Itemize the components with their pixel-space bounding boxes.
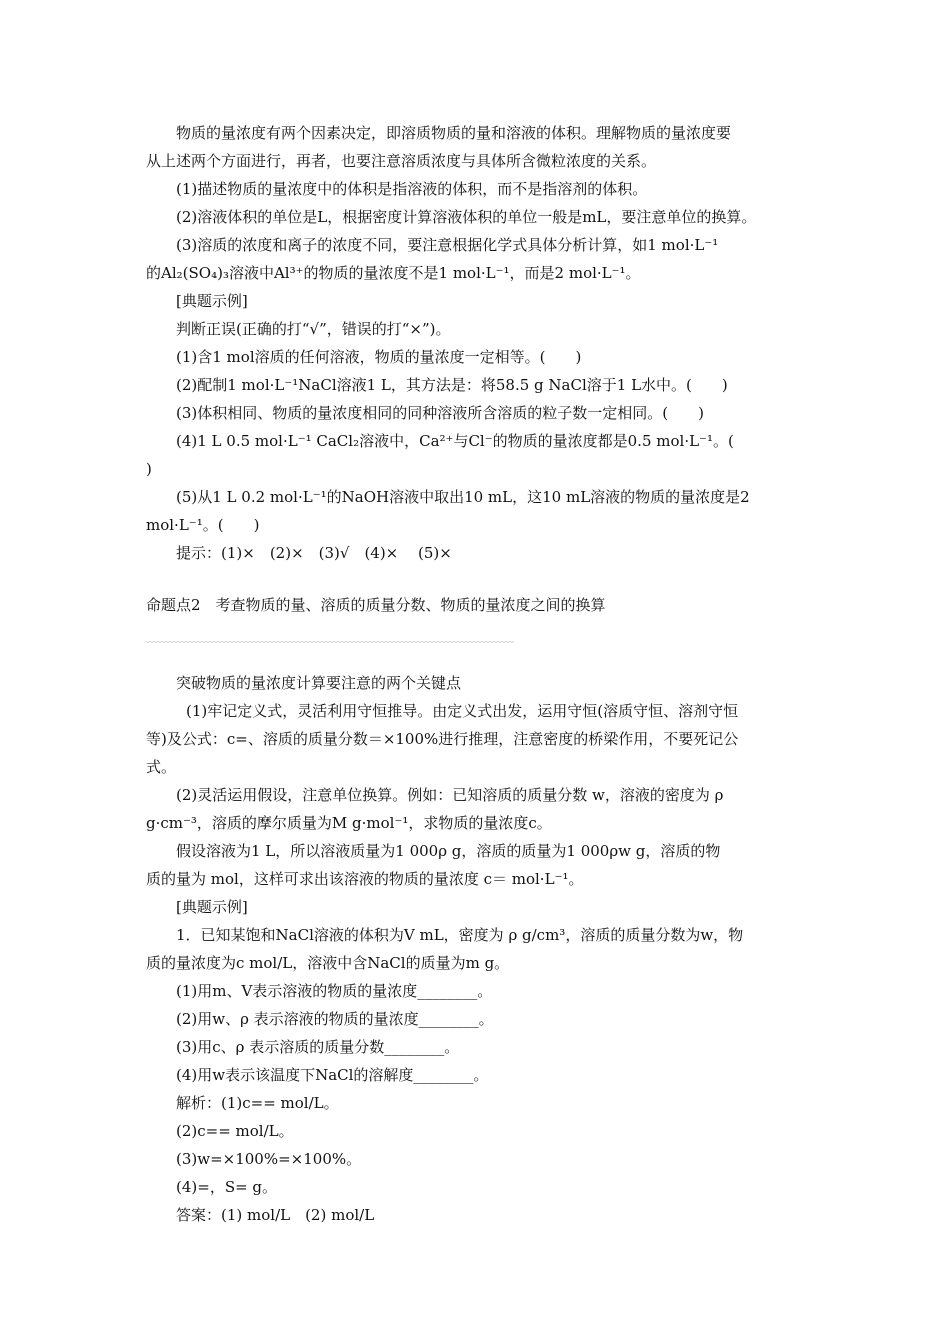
point-1: (1)描述物质的量浓度中的体积是指溶液的体积，而不是指溶剂的体积。 [176,180,648,198]
paragraph-intro-line2: 从上述两个方面进行，再者，也要注意溶质浓度与具体所含微粒浓度的关系。 [146,152,657,170]
assumption-line1: 假设溶液为1 L，所以溶液质量为1 000ρ g，溶质的质量为1 000ρw g，溶质的物 [176,842,721,860]
example-1-line2: 质的量浓度为c mol/L，溶液中含NaCl的质量为m g。 [146,954,510,972]
sub-question-3: (3)用c、ρ 表示溶质的质量分数________。 [176,1038,460,1056]
wavy-separator: 〰〰〰〰〰〰〰〰〰〰〰〰〰〰〰〰〰〰〰〰〰〰〰〰〰〰〰〰〰〰〰〰〰〰〰〰〰〰〰〰〰〰〰〰〰〰 [146,640,514,646]
sub-question-2: (2)用w、ρ 表示溶液的物质的量浓度________。 [176,1010,494,1028]
analysis-2: (2)c== mol/L。 [176,1122,294,1140]
question-2: (2)配制1 mol·L⁻¹NaCl溶液1 L，其方法是：将58.5 g NaCl溶于1 L水中。( ) [176,376,728,394]
sub-question-1: (1)用m、V表示溶液的物质的量浓度________。 [176,982,493,1000]
analysis-3: (3)w=×100%=×100%。 [176,1150,362,1168]
key-point-2-line1: (2)灵活运用假设，注意单位换算。例如：已知溶质的质量分数 w，溶液的密度为 ρ [176,786,724,804]
question-1: (1)含1 mol溶质的任何溶液，物质的量浓度一定相等。( ) [176,348,582,366]
key-point-2-line2: g·cm⁻³，溶质的摩尔质量为M g·mol⁻¹，求物质的量浓度c。 [146,814,552,832]
key-point-1-line3: 式。 [146,758,177,776]
section-heading: 命题点2 考查物质的量、溶质的质量分数、物质的量浓度之间的换算 [146,596,606,614]
question-3: (3)体积相同、物质的量浓度相同的同种溶液所含溶质的粒子数一定相同。( ) [176,404,704,422]
answer-line: 答案：(1) mol/L (2) mol/L [176,1206,375,1224]
question-4-line2: ) [146,460,152,478]
question-4-line1: (4)1 L 0.5 mol·L⁻¹ CaCl₂溶液中，Ca²⁺与Cl⁻的物质的量浓度都是0.5 mol·L⁻¹。( [176,432,734,450]
example-label-2: [典题示例] [176,898,248,916]
assumption-line2: 质的量为 mol，这样可求出该溶液的物质的量浓度 c＝ mol·L⁻¹。 [146,870,584,888]
key-points-intro: 突破物质的量浓度计算要注意的两个关键点 [176,674,462,692]
key-point-1-line1: (1)牢记定义式，灵活利用守恒推导。由定义式出发，运用守恒(溶质守恒、溶剂守恒 [186,702,739,720]
key-point-1-line2: 等)及公式：c=、溶质的质量分数＝×100%进行推理，注意密度的桥梁作用，不要死记公 [146,730,739,748]
point-2: (2)溶液体积的单位是L，根据密度计算溶液体积的单位一般是mL，要注意单位的换算。 [176,208,757,226]
sub-question-4: (4)用w表示该温度下NaCl的溶解度________。 [176,1066,489,1084]
judge-instruction: 判断正误(正确的打“√”，错误的打“×”)。 [176,320,451,338]
example-1-line1: 1．已知某饱和NaCl溶液的体积为V mL，密度为 ρ g/cm³，溶质的质量分数为w，物 [176,926,744,944]
question-5-line2: mol·L⁻¹。( ) [146,516,260,534]
paragraph-intro-line1: 物质的量浓度有两个因素决定，即溶质物质的量和溶液的体积。理解物质的量浓度要 [176,124,732,142]
question-5-line1: (5)从1 L 0.2 mol·L⁻¹的NaOH溶液中取出10 mL，这10 mL溶液的物质的量浓度是2 [176,488,750,506]
analysis-4: (4)=，S= g。 [176,1178,278,1196]
example-label: [典题示例] [176,292,248,310]
point-3-line2: 的Al₂(SO₄)₃溶液中Al³⁺的物质的量浓度不是1 mol·L⁻¹，而是2 mol·L⁻¹。 [146,264,641,282]
hint-answers: 提示：(1)× (2)× (3)√ (4)× (5)× [176,544,452,562]
analysis-1: 解析：(1)c== mol/L。 [176,1094,339,1112]
point-3-line1: (3)溶质的浓度和离子的浓度不同，要注意根据化学式具体分析计算，如1 mol·L⁻¹ [176,236,719,254]
